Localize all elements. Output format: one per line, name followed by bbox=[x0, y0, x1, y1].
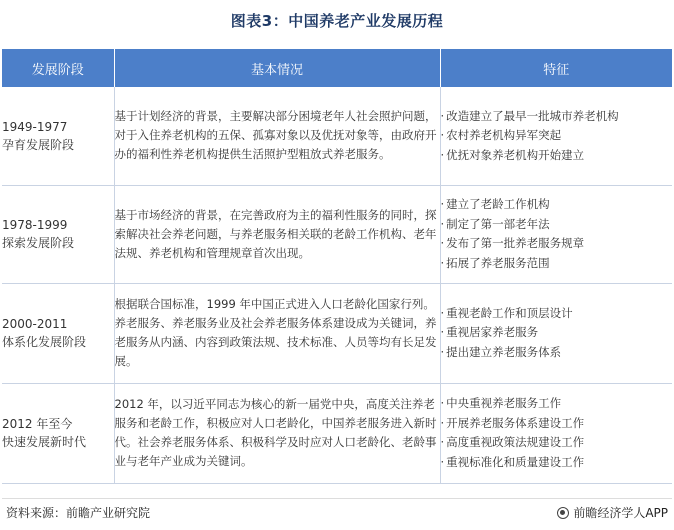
features-cell bbox=[440, 87, 672, 185]
header-situation: 基本情况 bbox=[114, 49, 440, 87]
feature-item: · 建立了老龄工作机构 bbox=[441, 195, 673, 215]
stage-years: 1949-1977 bbox=[2, 119, 68, 134]
stage-name: 探索发展阶段 bbox=[2, 236, 75, 250]
brand-label bbox=[557, 504, 668, 521]
table-header-row bbox=[2, 49, 672, 87]
feature-item: · 重视居家养老服务 bbox=[441, 323, 673, 343]
feature-item: · 农村养老机构异军突起 bbox=[441, 126, 673, 146]
table-row bbox=[2, 283, 672, 383]
feature-item: · 中央重视养老服务工作 bbox=[441, 394, 673, 414]
header-stage: 发展阶段 bbox=[2, 49, 114, 87]
table-row bbox=[2, 87, 672, 185]
history-table bbox=[2, 49, 672, 484]
feature-item: · 拓展了养老服务范围 bbox=[441, 254, 673, 274]
table-row bbox=[2, 383, 672, 483]
stage-cell bbox=[2, 185, 114, 283]
feature-item: · 发布了第一批养老服务规章 bbox=[441, 234, 673, 254]
page-title: 图表3：中国养老产业发展历程 bbox=[230, 12, 444, 30]
stage-name: 孕育发展阶段 bbox=[2, 137, 75, 152]
stage-name: 体系化发展阶段 bbox=[2, 335, 87, 349]
source-note: 资料来源：前瞻产业研究院 bbox=[6, 506, 151, 520]
features-cell bbox=[440, 185, 672, 283]
feature-item: · 开展养老服务体系建设工作 bbox=[441, 414, 673, 434]
footer-divider bbox=[2, 498, 672, 499]
feature-item: · 制定了第一部老年法 bbox=[441, 215, 673, 235]
features-cell bbox=[440, 283, 672, 383]
stage-cell bbox=[2, 283, 114, 383]
stage-cell bbox=[2, 87, 114, 185]
situation-cell: 根据联合国标准，1999 年中国正式进入人口老龄化国家行列。养老服务、养老服务业及社会养老服务体系建设成为关键词，养老服务从内涵、内容到政策法规、技术标准、人员等均有长足发展。 bbox=[114, 283, 440, 383]
stage-years: 2012 年至今 bbox=[2, 417, 73, 431]
brand-text: 前瞻经济学人APP bbox=[573, 506, 668, 520]
stage-years: 1978-1999 bbox=[2, 218, 68, 232]
header-features: 特征 bbox=[440, 49, 672, 87]
situation-cell: 2012 年，以习近平同志为核心的新一届党中央，高度关注养老服务和老龄工作，积极应对人口老龄化，中国养老服务进入新时代。社会养老服务体系、积极科学及时应对人口老龄化、老龄事业与老年产业成为关键词。 bbox=[114, 383, 440, 483]
stage-name: 快速发展新时代 bbox=[2, 435, 87, 449]
feature-item: · 高度重视政策法规建设工作 bbox=[441, 433, 673, 453]
feature-item: · 重视标准化和质量建设工作 bbox=[441, 453, 673, 473]
feature-item: · 提出建立养老服务体系 bbox=[441, 343, 673, 363]
situation-cell: 基于市场经济的背景，在完善政府为主的福利性服务的同时，探索解决社会养老问题，与养老服务相关联的老龄工作机构、老年法规、养老机构和管理规章首次出现。 bbox=[114, 185, 440, 283]
stage-cell bbox=[2, 383, 114, 483]
situation-cell: 基于计划经济的背景，主要解决部分困境老年人社会照护问题，对于入住养老机构的五保、孤寡对象以及优抚对象等，由政府开办的福利性养老机构提供生活照护型粗放式养老服务。 bbox=[114, 87, 440, 185]
stage-years: 2000-2011 bbox=[2, 317, 68, 331]
table-row bbox=[2, 185, 672, 283]
feature-item: · 优抚对象养老机构开始建立 bbox=[441, 146, 673, 166]
feature-item: · 重视老龄工作和顶层设计 bbox=[441, 304, 673, 324]
feature-item: · 改造建立了最早一批城市养老机构 bbox=[441, 107, 673, 127]
brand-logo-icon bbox=[557, 507, 569, 519]
features-cell bbox=[440, 383, 672, 483]
